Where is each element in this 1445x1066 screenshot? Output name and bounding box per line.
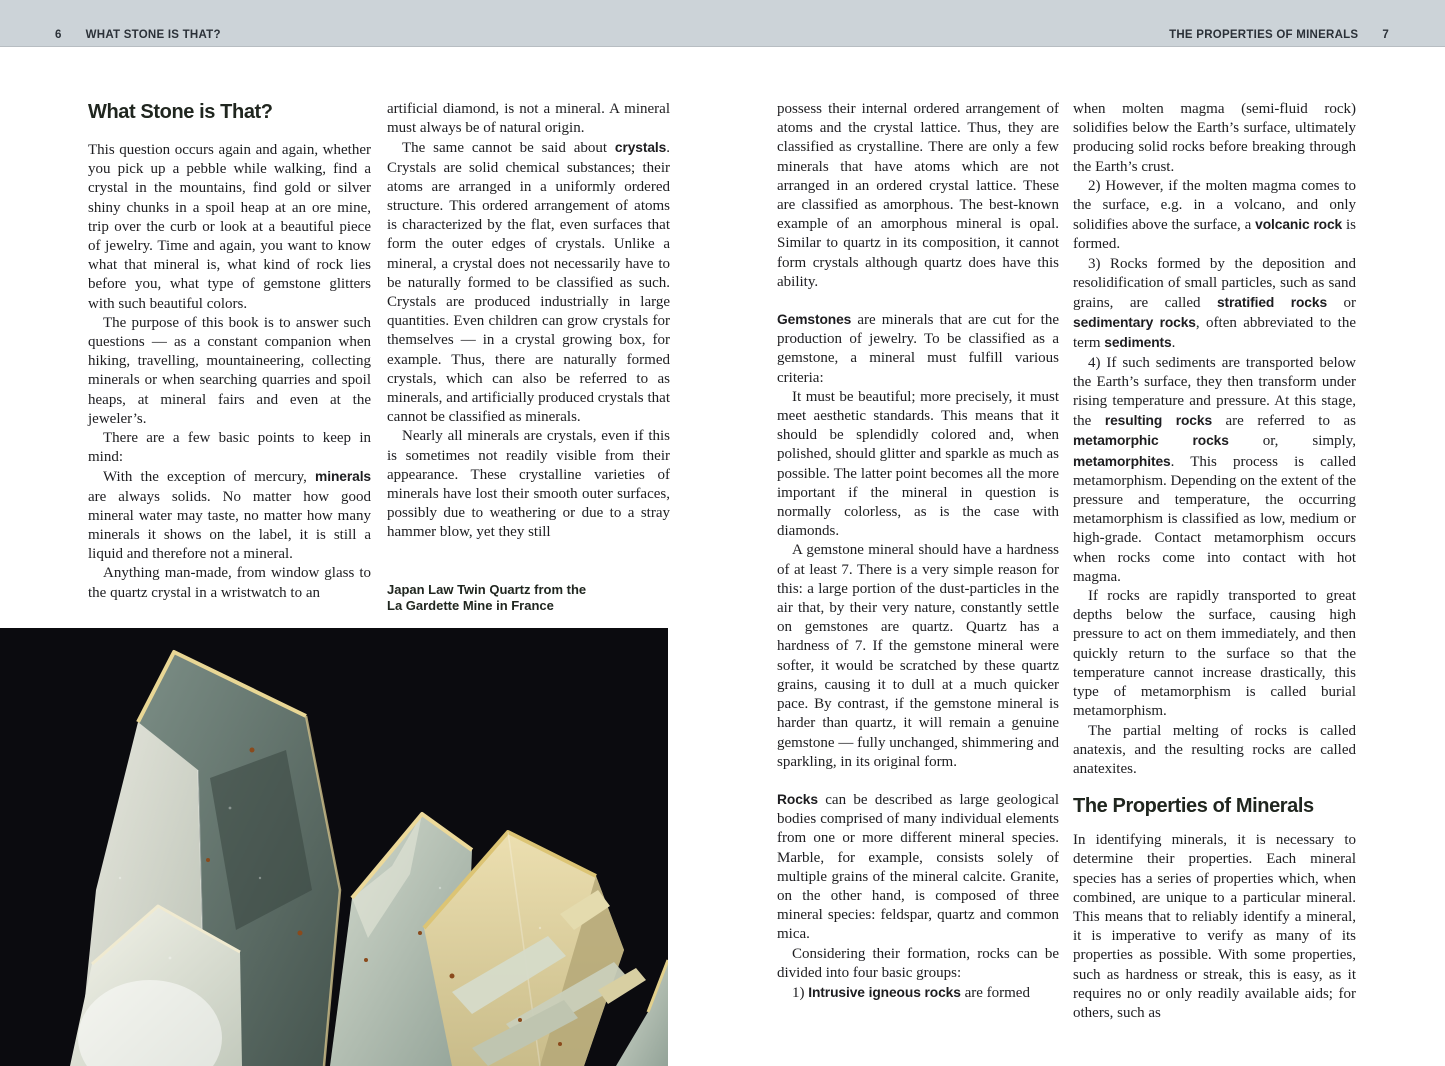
page-number-left: 6 [55, 29, 62, 41]
running-head-right [1169, 29, 1389, 41]
keyword-bold: Rocks [777, 791, 818, 807]
paragraph: It must be beautiful; more precisely, it must meet aesthetic standards. This means that it should be splendidly colored and, when polished, should glitter and sparkle as much as possible. The latter point becomes all the more important if the mineral in question is normally colorless, as is the case with diamonds. [777, 388, 1059, 540]
keyword-bold: minerals [315, 469, 371, 485]
paragraph: This question occurs again and again, whether you pick up a pebble while walking, find a crystal in the mountains, find gold or silver shiny chunks in a spoil heap at an ore mine, trip over the curb or look at a beautiful piece of jewelry. Time and again, you want to know what that mineral is, what kind of rock lies before you, what type of gemstone glitters with such beautiful colors. [88, 142, 371, 312]
keyword-bold: Intrusive igneous rocks [808, 984, 961, 1000]
keyword-bold: volcanic rock [1255, 217, 1343, 233]
photo-caption-line2: La Gardette Mine in France [387, 598, 554, 613]
running-title-right: THE PROPERTIES OF MINERALS [1169, 29, 1359, 41]
paragraph: artificial diamond, is not a mineral. A mineral must always be of natural origin. [387, 101, 670, 137]
paragraph: With the exception of mercury, minerals are always solids. No matter how good mineral water may taste, no matter how many minerals it shows on the label, it is still a liquid and therefore not a mineral. [88, 469, 371, 563]
paragraph: A gemstone mineral should have a hardness of at least 7. There is a very simple reason for this: a large portion of the dust-particles in the air that, by their very nature, constantly settle on gemstones are quartz. Quartz has a hardness of 7. If the gemstone mineral were softer, it would be scratched by these quartz grains, causing it to dull at a much quicker pace. By contrast, if the gemstone mineral is harder than quartz, it will remain a genuine gemstone — fully unchanged, shimmering and sparkling, in its original form. [777, 542, 1059, 770]
column-3 [777, 100, 1059, 1003]
section-heading: What Stone is That? [88, 101, 273, 123]
paragraph: Anything man-made, from window glass to the quartz crystal in a wristwatch to an [88, 565, 371, 601]
paragraph: In identifying minerals, it is necessary to determine their properties. Each mineral species has a series of properties which, when combined, are unique to a particular mineral. This means that to reliably identify a mineral, it is imperative to verify as many of its properties as possible. With some properties, such as hardness or streak, this is easy, as it requires no or only readily available aids; for others, such as [1073, 832, 1356, 1021]
keyword-bold: metamorphites [1073, 453, 1171, 469]
column-2 [387, 100, 670, 543]
paragraph: Nearly all minerals are crystals, even if this is sometimes not readily visible from their appearance. These crystalline varieties of minerals have lost their smooth outer surfaces, possibly due to weathering or due to a stray hammer blow, yet they still [387, 428, 670, 541]
running-title-left: WHAT STONE IS THAT? [85, 29, 221, 41]
page-number-right: 7 [1382, 29, 1389, 41]
photo-caption-line1: Japan Law Twin Quartz from the [387, 582, 587, 597]
paragraph: The same cannot be said about crystals. Crystals are solid chemical substances; their atoms are arranged in a uniformly ordered structure. This ordered arrangement of atoms is characterized by the flat, even surfaces that form the outer edges of crystals. Unlike a mineral, a crystal does not necessarily have to be naturally formed to be classified as such. Crystals are produced industrially in large quantities. Even children can grow crystals for themselves — in a crystal growing box, for example. Thus, there are naturally formed crystals, which can also be referred to as minerals, and artificially produced crystals that cannot be classified as minerals. [387, 140, 670, 426]
keyword-bold: crystals [614, 140, 667, 156]
column-4 [1073, 100, 1356, 1023]
paragraph: The partial melting of rocks is called anatexis, and the resulting rocks are called anatexites. [1073, 722, 1356, 777]
section-heading: The Properties of Minerals [1073, 795, 1314, 818]
paragraph: Rocks can be described as large geological bodies comprised of many individual elements from one or more different mineral species. Marble, for example, consists solely of multiple grains of the mineral calcite. Granite, on the other hand, is composed of three mineral species: feldspar, quartz and common mica. [777, 791, 1059, 943]
quartz-photo-art [0, 628, 668, 1066]
keyword-bold: sedimentary rocks [1073, 315, 1196, 331]
paragraph: If rocks are rapidly transported to great depths below the surface, causing high pressure to act on them immediately, and then quickly return to the surface so that the temperature cannot increase drastically, this type of metamorphism is called burial metamorphism. [1073, 588, 1356, 720]
paragraph: There are a few basic points to keep in mind: [88, 430, 371, 466]
paragraph: 1) Intrusive igneous rocks are formed [792, 984, 1030, 1001]
running-head [0, 0, 1445, 47]
photo-caption [387, 582, 670, 614]
keyword-bold: Gemstones [777, 312, 852, 328]
paragraph: The purpose of this book is to answer such questions — as a constant companion when hiking, travelling, mountaineering, collecting minerals or when searching quarries and spoil heaps, at mineral fairs and even at the jeweler’s. [88, 314, 371, 427]
paragraph: 2) However, if the molten magma comes to the surface, e.g. in a volcano, and only solidifies above the surface, a volcanic rock is formed. [1073, 177, 1356, 253]
keyword-bold: stratified rocks [1216, 295, 1328, 311]
quartz-photo [0, 628, 668, 1066]
paragraph: Considering their formation, rocks can be divided into four basic groups: [777, 945, 1059, 981]
keyword-bold: resulting rocks [1104, 413, 1213, 429]
paragraph: Gemstones are minerals that are cut for the production of jewelry. To be classified as a gemstone, a mineral must fulfill various criteria: [777, 312, 1059, 386]
column-1 [88, 100, 371, 603]
paragraph: 4) If such sediments are transported below the Earth’s surface, they then transform under rising temperature and pressure. At this stage, the resulting rocks are referred to as metamorphic rocks or, simply, metamorphites. This process is called metamorphism. Depending on the extent of the pressure and temperature, the occurring metamorphism is classified as low, medium or high-grade. Contact metamorphism occurs when rocks come into contact with hot magma. [1073, 354, 1356, 585]
paragraph: possess their internal ordered arrangement of atoms and the crystal lattice. Thus, they are classified as crystalline. There are only a few minerals that have atoms which are not arranged in an ordered crystal lattice. These are classified as amorphous. The best-known example of an amorphous mineral is opal. Similar to quartz in its composition, it cannot form crystals although quartz does have this ability. [777, 101, 1059, 290]
paragraph: when molten magma (semi-fluid rock) solidifies below the Earth’s surface, ultimately producing solid rocks before breaking through the Earth’s crust. [1073, 101, 1356, 175]
keyword-bold: sediments [1104, 335, 1172, 351]
keyword-bold: metamorphic rocks [1073, 433, 1229, 449]
running-head-left [55, 29, 221, 41]
paragraph: 3) Rocks formed by the deposition and resolidification of small particles, such as sand grains, are called stratified rocks or sedimentary rocks, often abbreviated to the term sediments. [1073, 255, 1356, 352]
